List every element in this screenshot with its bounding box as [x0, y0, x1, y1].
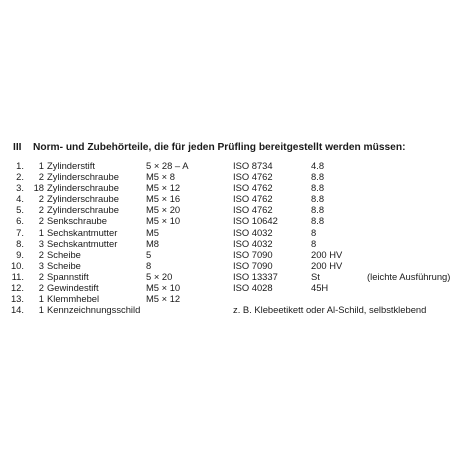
part-name: Zylinderschraube [47, 171, 119, 183]
part-row [0, 160, 458, 171]
part-row [0, 215, 458, 226]
part-dimension: M5 [146, 226, 160, 238]
part-grade: 8 [311, 226, 317, 238]
part-name: Zylinderschraube [47, 193, 119, 205]
part-number: 5. [16, 204, 24, 216]
section-heading [13, 141, 405, 155]
part-number: 8. [16, 237, 24, 249]
part-name: Klemmhebel [47, 293, 100, 305]
part-quantity: 2 [38, 193, 44, 205]
part-name: Zylinderschraube [47, 204, 119, 216]
part-number: 4. [16, 193, 24, 205]
part-dimension: 5 × 20 [146, 270, 173, 282]
part-grade: 8.8 [311, 182, 325, 194]
part-dimension: 8 [146, 259, 152, 271]
part-quantity: 2 [38, 270, 44, 282]
part-row [0, 182, 458, 193]
part-dimension: M5 × 8 [146, 171, 175, 183]
part-standard: ISO 4762 [233, 193, 273, 205]
part-quantity: 2 [38, 204, 44, 216]
part-grade: 8.8 [311, 215, 325, 227]
part-quantity: 2 [38, 282, 44, 294]
part-dimension: M5 × 20 [146, 204, 181, 216]
part-row [0, 204, 458, 215]
part-number: 14. [10, 304, 24, 316]
part-quantity: 2 [38, 171, 44, 183]
part-quantity: 1 [38, 293, 44, 305]
part-name: Scheibe [47, 248, 81, 260]
part-grade: 200 HV [311, 248, 343, 260]
part-name: Sechskantmutter [47, 237, 118, 249]
part-dimension: 5 × 28 – A [146, 160, 189, 171]
part-row [0, 260, 458, 271]
part-standard: ISO 4032 [233, 237, 273, 249]
part-standard: ISO 4028 [233, 282, 273, 294]
part-grade: 4.8 [311, 160, 325, 171]
part-number: 12. [10, 282, 24, 294]
part-name: Zylinderstift [47, 160, 95, 171]
section-title: Norm- und Zubehörteile, die für jeden Prüfling bereitgestellt werden müssen: [33, 142, 406, 153]
part-dimension: M5 × 10 [146, 282, 181, 294]
part-number: 9. [16, 248, 24, 260]
part-quantity: 3 [38, 259, 44, 271]
part-grade: 8 [311, 237, 317, 249]
part-name: Spannstift [47, 270, 89, 282]
part-number: 6. [16, 215, 24, 227]
part-name: Gewindestift [47, 282, 99, 294]
part-note: (leichte Ausführung) [367, 270, 451, 282]
part-standard: ISO 10642 [233, 215, 278, 227]
part-number: 13. [10, 293, 24, 305]
part-quantity: 2 [38, 215, 44, 227]
part-row [0, 238, 458, 249]
part-name: Senkschraube [47, 215, 107, 227]
part-grade: St [311, 270, 320, 282]
part-grade: 8.8 [311, 204, 325, 216]
part-grade: 200 HV [311, 259, 343, 271]
part-row [0, 171, 458, 182]
part-number: 3. [16, 182, 24, 194]
part-number: 11. [11, 270, 24, 282]
part-quantity: 3 [38, 237, 44, 249]
part-row [0, 249, 458, 260]
part-dimension: M5 × 16 [146, 193, 181, 205]
part-quantity: 1 [38, 304, 44, 316]
part-standard: ISO 4762 [233, 204, 273, 216]
part-standard: ISO 13337 [233, 270, 278, 282]
part-quantity: 1 [38, 160, 44, 171]
part-standard: ISO 8734 [233, 160, 273, 171]
part-quantity: 2 [38, 248, 44, 260]
part-quantity: 18 [33, 182, 44, 194]
part-number: 7. [16, 226, 24, 238]
part-row [0, 227, 458, 238]
part-number: 10. [10, 259, 24, 271]
part-dimension: M5 × 10 [146, 215, 181, 227]
part-number: 2. [16, 171, 24, 183]
part-grade: 8.8 [311, 171, 325, 183]
part-row [0, 193, 458, 204]
part-standard: ISO 4032 [233, 226, 273, 238]
part-row [0, 304, 458, 315]
part-grade: 8.8 [311, 193, 325, 205]
part-row [0, 293, 458, 304]
part-standard: ISO 7090 [233, 259, 273, 271]
part-name: Zylinderschraube [47, 182, 119, 194]
part-name: Kennzeichnungsschild [47, 304, 141, 316]
part-quantity: 1 [38, 226, 44, 238]
part-dimension: M8 [146, 237, 160, 249]
part-standard: ISO 4762 [233, 171, 273, 183]
part-grade: 45H [311, 282, 329, 294]
part-dimension: M5 × 12 [146, 293, 181, 305]
part-row [0, 271, 458, 282]
part-name: Scheibe [47, 259, 81, 271]
part-dimension: M5 × 12 [146, 182, 181, 194]
part-number: 1. [16, 160, 24, 171]
part-remark: z. B. Klebeetikett oder Al-Schild, selbstklebend [233, 304, 427, 316]
part-standard: ISO 7090 [233, 248, 273, 260]
part-standard: ISO 4762 [233, 182, 273, 194]
part-name: Sechskantmutter [47, 226, 118, 238]
parts-list [0, 160, 458, 315]
section-number: III [13, 142, 22, 153]
part-row [0, 282, 458, 293]
part-dimension: 5 [146, 248, 152, 260]
